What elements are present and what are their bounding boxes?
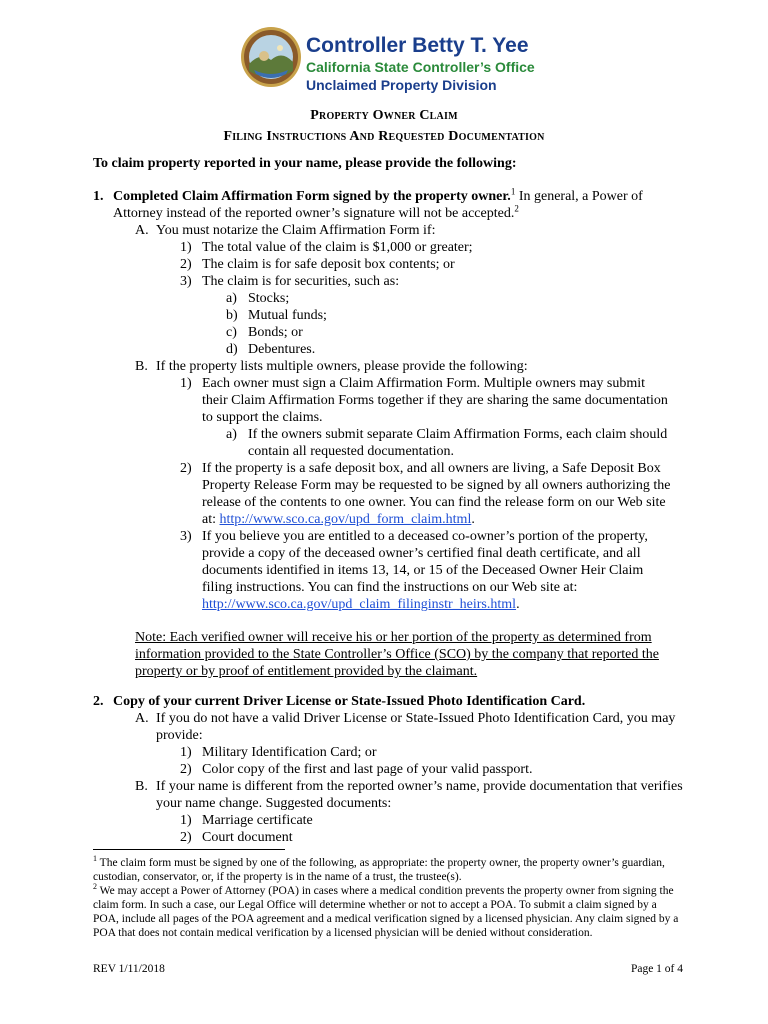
release-form-link[interactable]: http://www.sco.ca.gov/upd_form_claim.html	[219, 512, 472, 527]
document-body	[93, 155, 693, 846]
section-number: 2.	[93, 694, 104, 709]
page-footer	[93, 962, 683, 976]
document-title	[0, 107, 768, 149]
section-2-title: Copy of your current Driver License or State-Issued Photo Identification Card.	[113, 694, 586, 709]
list-item: a) Stocks;	[226, 291, 290, 306]
list-item: 1) Each owner must sign a Claim Affirmation Form. Multiple owners may submit their Claim Affirmation Forms together if they are sharing the same documentation to support the claims.	[180, 376, 668, 425]
footnote-divider	[93, 849, 285, 850]
title-line-2: Filing Instructions And Requested Documentation	[223, 129, 545, 144]
list-item: c) Bonds; or	[226, 325, 303, 340]
section-1-title-cont: Attorney instead of the reported owner’s signature will not be accepted.$^2$	[113, 203, 519, 221]
list-item: d) Debentures.	[226, 342, 316, 357]
list-item: 3) The claim is for securities, such as:	[180, 274, 400, 289]
footnote-1: $^1$ The claim form must be signed by one of the following, as appropriate: the property owner, the property owner’s guardian, custodian, conservator, or, if the property is in the name of a trust, the trustee(s).	[93, 854, 665, 883]
list-item: 1) Marriage certificate	[180, 813, 313, 828]
footnote-2: $^2$ We may accept a Power of Attorney (POA) in cases where a medical condition prevents the property owner from signing the claim form. In such a case, our Legal Office will determine whether or not to accept a POA. To submit a claim signed by a POA, include all pages of the POA agreement and a medical verification signed by a licensed physician. Any claim signed by a POA that does not contain medical verification by a licensed physician will be denied without consideration.	[93, 882, 679, 939]
footnotes	[93, 856, 683, 940]
list-item: 1) The total value of the claim is $1,000 or greater;	[180, 240, 473, 255]
list-item: 2) The claim is for safe deposit box contents; or	[180, 257, 455, 272]
heir-instructions-link[interactable]: http://www.sco.ca.gov/upd_claim_filinginstr_heirs.html	[202, 597, 517, 612]
state-seal-icon	[240, 26, 302, 88]
revision-date: REV 1/11/2018	[93, 963, 165, 975]
list-item: 2) If the property is a safe deposit box, and all owners are living, a Safe Deposit Box Property Release Form may be requested to be signed by all owners authorizing the release of the contents to one owner. You can find the release form on our Web site at: http://www.sco.ca.gov/upd_form_claim.html.	[180, 461, 671, 527]
ownership-note: Note: Each verified owner will receive his or her portion of the property as determined from information provided to the State Controller’s Office (SCO) by the company that reported the property or by proof of entitlement provided by the claimant.	[135, 630, 659, 679]
section-2	[93, 693, 693, 710]
section-number: 1.	[93, 189, 104, 204]
list-item: 2) Color copy of the first and last page of your valid passport.	[180, 762, 533, 777]
list-item: b) Mutual funds;	[226, 308, 327, 323]
intro-heading: To claim property reported in your name, please provide the following:	[93, 156, 517, 171]
list-item: 3) If you believe you are entitled to a deceased co-owner’s portion of the property, provide a copy of the deceased owner’s certified final death certificate, and all documents identified in items 13, 14, or 15 of the Deceased Owner Heir Claim filing instructions. You can find the instructions on our Web site at: http://www.sco.ca.gov/upd_claim_filinginstr_heirs.html.	[180, 529, 648, 612]
list-item: 2) Court document	[180, 830, 293, 845]
list-item: a) If the owners submit separate Claim Affirmation Forms, each claim should contain all requested documentation.	[226, 427, 668, 459]
page-number: Page 1 of 4	[630, 963, 683, 975]
list-item: A. You must notarize the Claim Affirmation Form if:	[135, 223, 436, 238]
list-item: B. If the property lists multiple owners, please provide the following:	[135, 359, 528, 374]
division-name: Unclaimed Property Division	[306, 77, 497, 93]
list-item: A. If you do not have a valid Driver License or State-Issued Photo Identification Card, you may provide:	[135, 711, 676, 743]
controller-name: Controller Betty T. Yee	[306, 34, 529, 57]
title-line-1: Property Owner Claim	[310, 108, 458, 123]
list-item: 1) Military Identification Card; or	[180, 745, 377, 760]
section-1	[93, 188, 693, 205]
office-name: California State Controller’s Office	[306, 59, 535, 75]
list-item: B. If your name is different from the reported owner’s name, provide documentation that verifies your name change. Suggested documents:	[135, 779, 683, 811]
section-1-title: Completed Claim Affirmation Form signed by the property owner.$^1$ In general, a Power of	[113, 186, 643, 204]
